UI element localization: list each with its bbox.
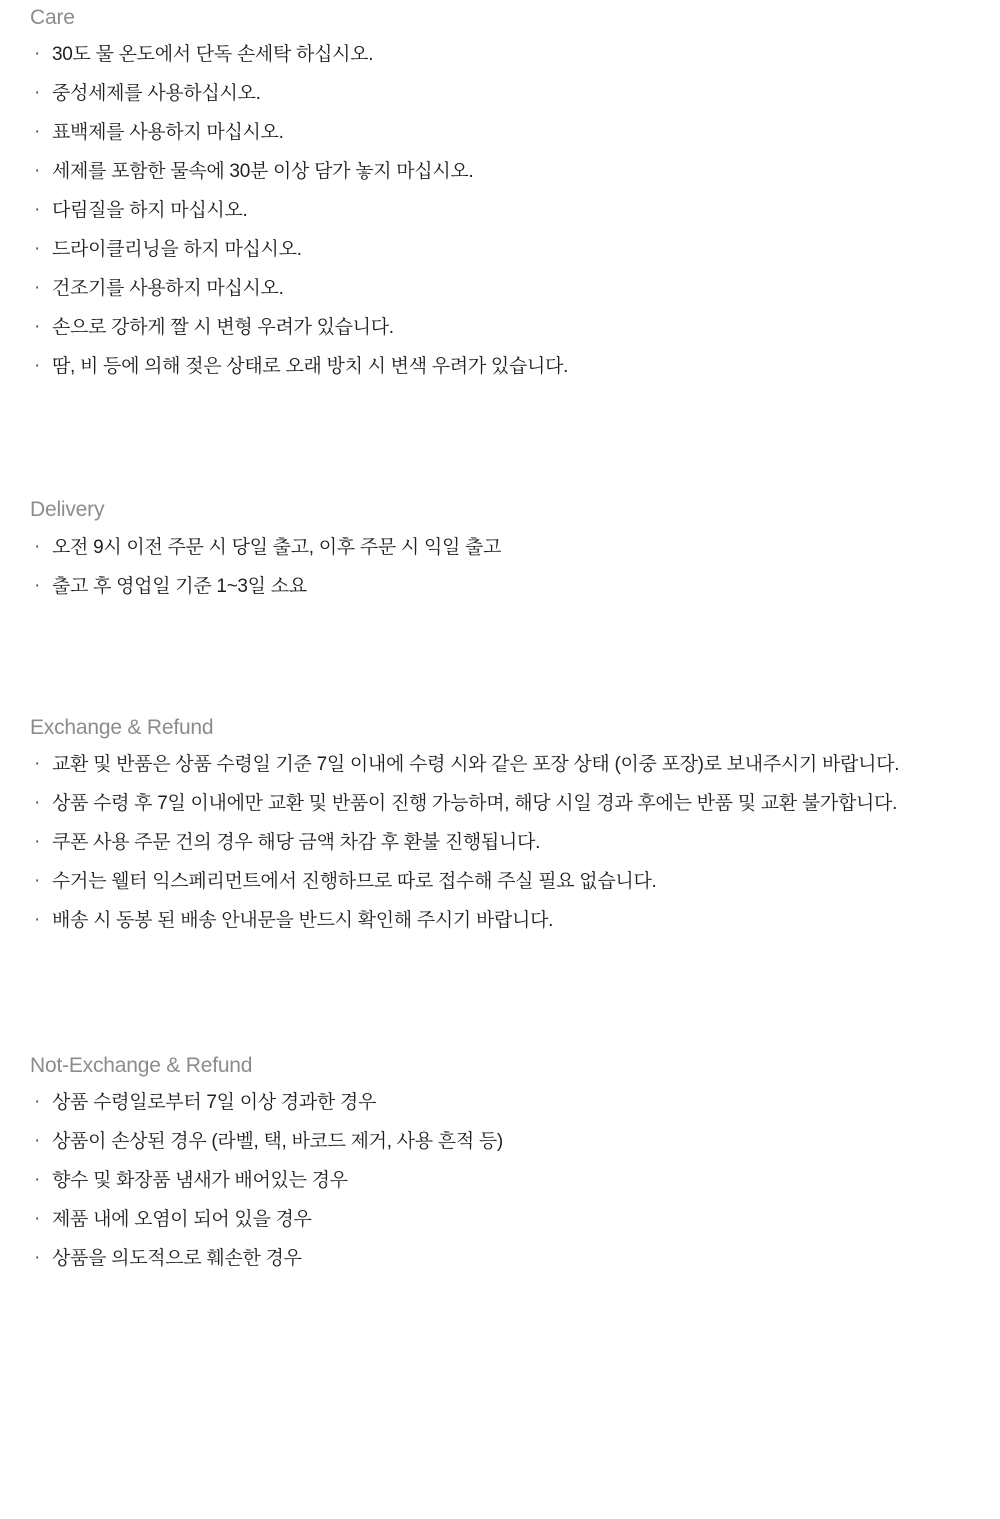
not-exchange-refund-list <box>30 1093 970 1268</box>
list-item: · 상품을 의도적으로 훼손한 경우 <box>30 1249 970 1268</box>
list-item: · 세제를 포함한 물속에 30분 이상 담가 놓지 마십시오. <box>30 162 970 181</box>
list-item: · 교환 및 반품은 상품 수령일 기준 7일 이내에 수령 시와 같은 포장 상태 (이중 포장)로 보내주시기 바랍니다. <box>30 755 970 774</box>
exchange-refund-list <box>30 755 970 930</box>
list-item: · 출고 후 영업일 기준 1~3일 소요 <box>30 577 970 596</box>
section-exchange-refund <box>30 596 970 930</box>
list-item: · 30도 물 온도에서 단독 손세탁 하십시오. <box>30 45 970 64</box>
section-title-exchange-refund: Exchange & Refund <box>30 715 214 739</box>
list-item: · 수거는 웰터 익스페리먼트에서 진행하므로 따로 접수해 주실 필요 없습니다. <box>30 872 970 891</box>
list-item: · 중성세제를 사용하십시오. <box>30 84 970 103</box>
section-title-care: Care <box>30 6 75 29</box>
delivery-list <box>30 538 970 596</box>
list-item: · 땀, 비 등에 의해 젖은 상태로 오래 방치 시 변색 우려가 있습니다. <box>30 357 970 376</box>
list-item: · 상품 수령 후 7일 이내에만 교환 및 반품이 진행 가능하며, 해당 시일 경과 후에는 반품 및 교환 불가합니다. <box>30 794 970 813</box>
list-item: · 손으로 강하게 짤 시 변형 우려가 있습니다. <box>30 318 970 337</box>
list-item: · 오전 9시 이전 주문 시 당일 출고, 이후 주문 시 익일 출고 <box>30 538 970 557</box>
list-item: · 제품 내에 오염이 되어 있을 경우 <box>30 1210 970 1229</box>
list-item: · 향수 및 화장품 냄새가 배어있는 경우 <box>30 1171 970 1190</box>
list-item: · 배송 시 동봉 된 배송 안내문을 반드시 확인해 주시기 바랍니다. <box>30 911 970 930</box>
list-item: · 상품 수령일로부터 7일 이상 경과한 경우 <box>30 1093 970 1112</box>
list-item: · 드라이클리닝을 하지 마십시오. <box>30 240 970 259</box>
list-item: · 다림질을 하지 마십시오. <box>30 201 970 220</box>
section-title-not-exchange-refund: Not-Exchange & Refund <box>30 1053 253 1077</box>
list-item: · 건조기를 사용하지 마십시오. <box>30 279 970 298</box>
list-item: · 상품이 손상된 경우 (라벨, 택, 바코드 제거, 사용 흔적 등) <box>30 1132 970 1151</box>
list-item: · 쿠폰 사용 주문 건의 경우 해당 금액 차감 후 환불 진행됩니다. <box>30 833 970 852</box>
section-care <box>30 0 970 376</box>
list-item: · 표백제를 사용하지 마십시오. <box>30 123 970 142</box>
section-delivery <box>30 376 970 595</box>
section-title-delivery: Delivery <box>30 498 105 522</box>
care-list <box>30 45 970 376</box>
section-not-exchange-refund <box>30 930 970 1268</box>
bottom-spacer <box>30 1268 970 1518</box>
